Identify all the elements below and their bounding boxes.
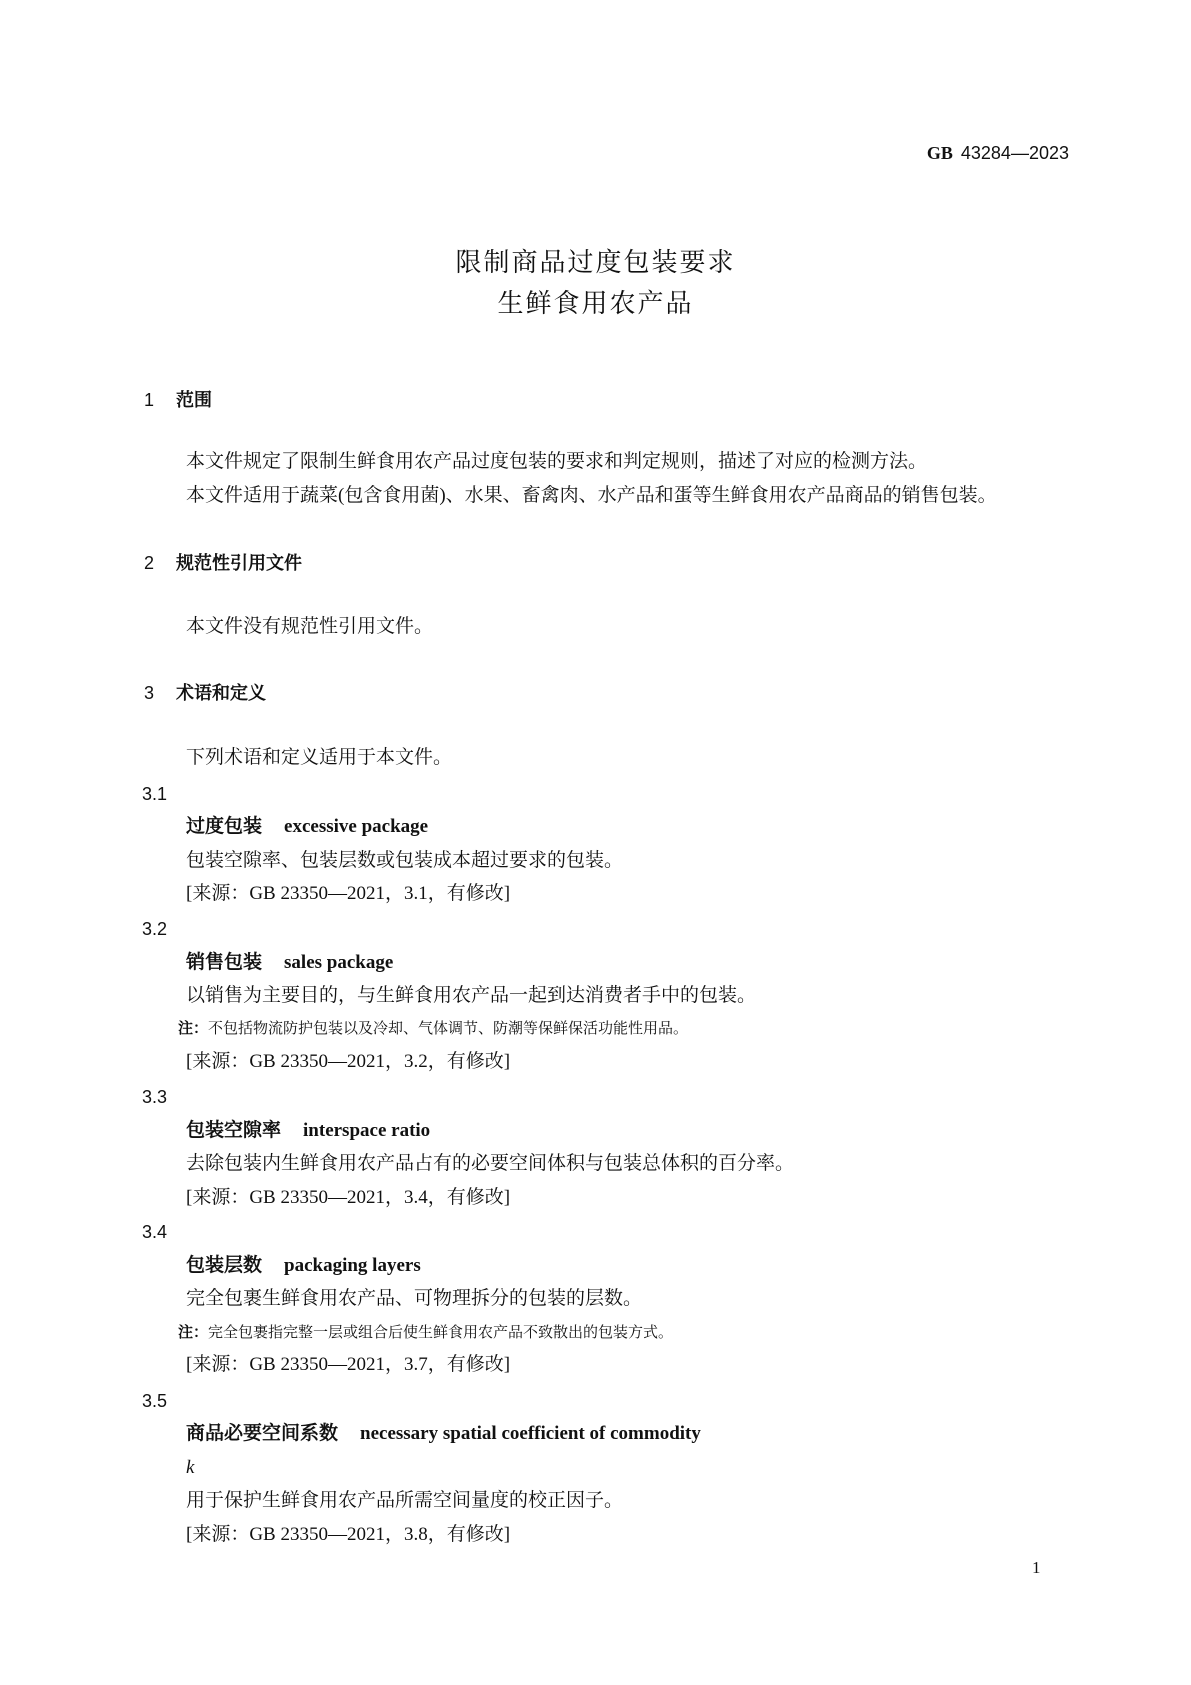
term-zh: 销售包装 [186,952,263,973]
term-number: 3.5 [142,1391,168,1411]
term-heading [186,1119,430,1143]
term-heading [186,1254,421,1278]
paragraph: 本文件规定了限制生鲜食用农产品过度包装的要求和判定规则，描述了对应的检测方法。 [186,451,928,472]
term-zh: 包装空隙率 [186,1120,282,1141]
term-symbol: k [186,1457,195,1478]
paragraph: 本文件没有规范性引用文件。 [186,616,434,637]
section-title: 范围 [176,390,212,410]
term-zh: 过度包装 [186,816,263,837]
term-heading [186,815,428,839]
term-source: [来源：GB 23350—2021，3.4，有修改] [186,1187,511,1208]
title-line-2: 生鲜食用农产品 [497,288,694,318]
term-zh: 包装层数 [186,1255,263,1276]
term-source: [来源：GB 23350—2021，3.2，有修改] [186,1051,511,1072]
term-note [178,1321,673,1345]
paragraph: 下列术语和定义适用于本文件。 [186,747,453,768]
note-text: 不包括物流防护包装以及冷却、气体调节、防潮等保鲜保活功能性用品。 [208,1021,689,1037]
term-en: packaging layers [284,1255,421,1276]
term-heading [186,1422,701,1446]
term-en: interspace ratio [303,1120,431,1141]
title-line-1: 限制商品过度包装要求 [455,247,736,277]
term-number: 3.4 [142,1222,168,1242]
section-title: 术语和定义 [176,683,266,703]
term-note [178,1017,688,1041]
term-source: [来源：GB 23350—2021，3.7，有修改] [186,1354,511,1375]
standard-prefix: GB [926,143,953,163]
term-number: 3.2 [142,919,168,939]
term-definition: 以销售为主要目的，与生鲜食用农产品一起到达消费者手中的包装。 [186,985,757,1006]
term-definition: 包装空隙率、包装层数或包装成本超过要求的包装。 [186,850,624,871]
term-en: necessary spatial coefficient of commodity [360,1423,701,1444]
standard-code [927,141,1069,165]
note-label: 注： [178,1325,209,1341]
term-heading [186,951,393,975]
term-number: 3.1 [142,784,168,804]
note-text: 完全包裹指完整一层或组合后使生鲜食用农产品不致散出的包装方式。 [208,1325,674,1341]
term-definition: 完全包裹生鲜食用农产品、可物理拆分的包装的层数。 [186,1288,643,1309]
standard-number: 43284—2023 [960,143,1069,163]
section-heading-2 [144,551,302,575]
section-heading-3 [144,681,266,705]
section-title: 规范性引用文件 [176,553,302,573]
term-source: [来源：GB 23350—2021，3.8，有修改] [186,1524,511,1545]
section-heading-1 [144,388,212,412]
term-number: 3.3 [142,1087,168,1107]
paragraph: 本文件适用于蔬菜(包含食用菌)、水果、畜禽肉、水产品和蛋等生鲜食用农产品商品的销售包装。 [186,485,997,506]
term-en: excessive package [284,816,429,837]
section-number: 1 [144,390,155,410]
term-definition: 去除包装内生鲜食用农产品占有的必要空间体积与包装总体积的百分率。 [186,1153,795,1174]
page-number: 1 [1032,1558,1041,1577]
term-en: sales package [284,952,394,973]
term-zh: 商品必要空间系数 [186,1423,339,1444]
section-number: 3 [144,683,155,703]
term-source: [来源：GB 23350—2021，3.1，有修改] [186,883,511,904]
note-label: 注： [178,1021,209,1037]
section-number: 2 [144,553,155,573]
term-definition: 用于保护生鲜食用农产品所需空间量度的校正因子。 [186,1490,624,1511]
